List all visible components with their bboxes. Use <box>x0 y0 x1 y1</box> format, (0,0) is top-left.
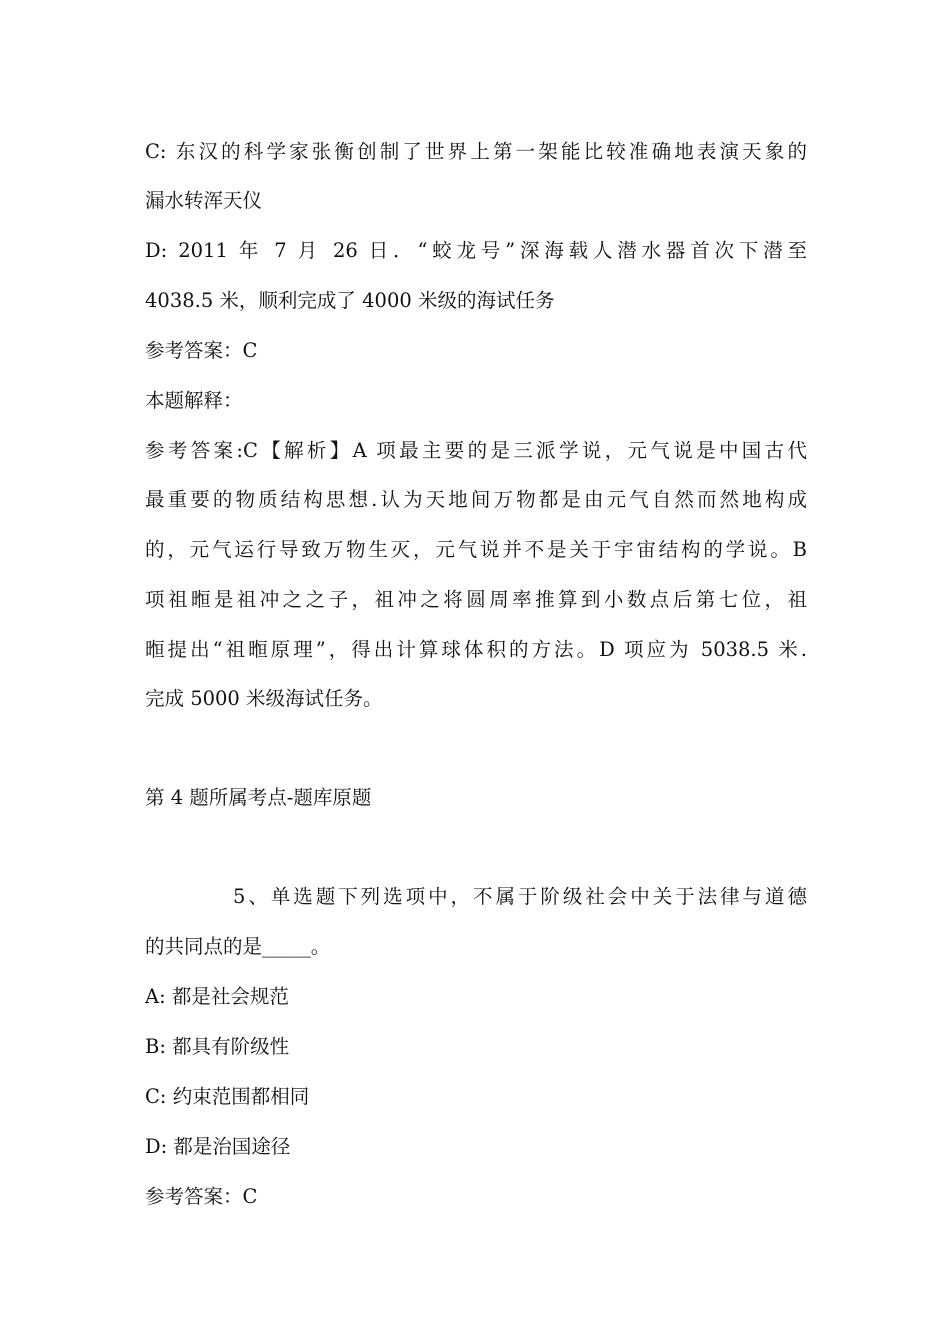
q5-stem-line2: 的共同点的是_____。 <box>145 935 331 958</box>
q4-explanation-line: 最重要的物质结构思想.认为天地间万物都是由元气自然而然地构成 <box>145 488 807 511</box>
q5-stem-line1: 5、单选题下列选项中，不属于阶级社会中关于法律与道德 <box>233 885 807 908</box>
q4-explanation-line: 完成 5000 米级海试任务。 <box>145 687 383 710</box>
q5-answer: 参考答案：C <box>145 1185 258 1208</box>
q5-option-d: D: 都是治国途径 <box>145 1135 291 1158</box>
q4-knowledge-point: 第 4 题所属考点-题库原题 <box>145 786 372 809</box>
q4-option-d-line2: 4038.5 米，顺利完成了 4000 米级的海试任务 <box>145 289 555 312</box>
q5-option-b: B: 都具有阶级性 <box>145 1035 290 1058</box>
q4-explanation-line: 的，元气运行导致万物生灭，元气说并不是关于宇宙结构的学说。B <box>145 538 807 561</box>
q4-option-c-line1: C: 东汉的科学家张衡创制了世界上第一架能比较准确地表演天象的 <box>145 140 807 163</box>
q4-option-d-line1: D: 2011 年 7 月 26 日．“蛟龙号”深海载人潜水器首次下潜至 <box>145 239 807 262</box>
q4-explanation-label: 本题解释： <box>145 389 243 412</box>
q4-option-c-line2: 漏水转浑天仪 <box>145 189 263 212</box>
q4-explanation-line: 项祖暅是祖冲之之子，祖冲之将圆周率推算到小数点后第七位，祖 <box>145 588 807 611</box>
q4-explanation-line: 暅提出“祖暅原理”，得出计算球体积的方法。D 项应为 5038.5 米. <box>145 638 807 661</box>
q4-explanation-line: 参考答案:C【解析】A 项最主要的是三派学说，元气说是中国古代 <box>145 439 807 462</box>
q5-option-c: C: 约束范围都相同 <box>145 1085 310 1108</box>
q5-option-a: A: 都是社会规范 <box>145 985 289 1008</box>
q4-answer: 参考答案：C <box>145 339 258 362</box>
